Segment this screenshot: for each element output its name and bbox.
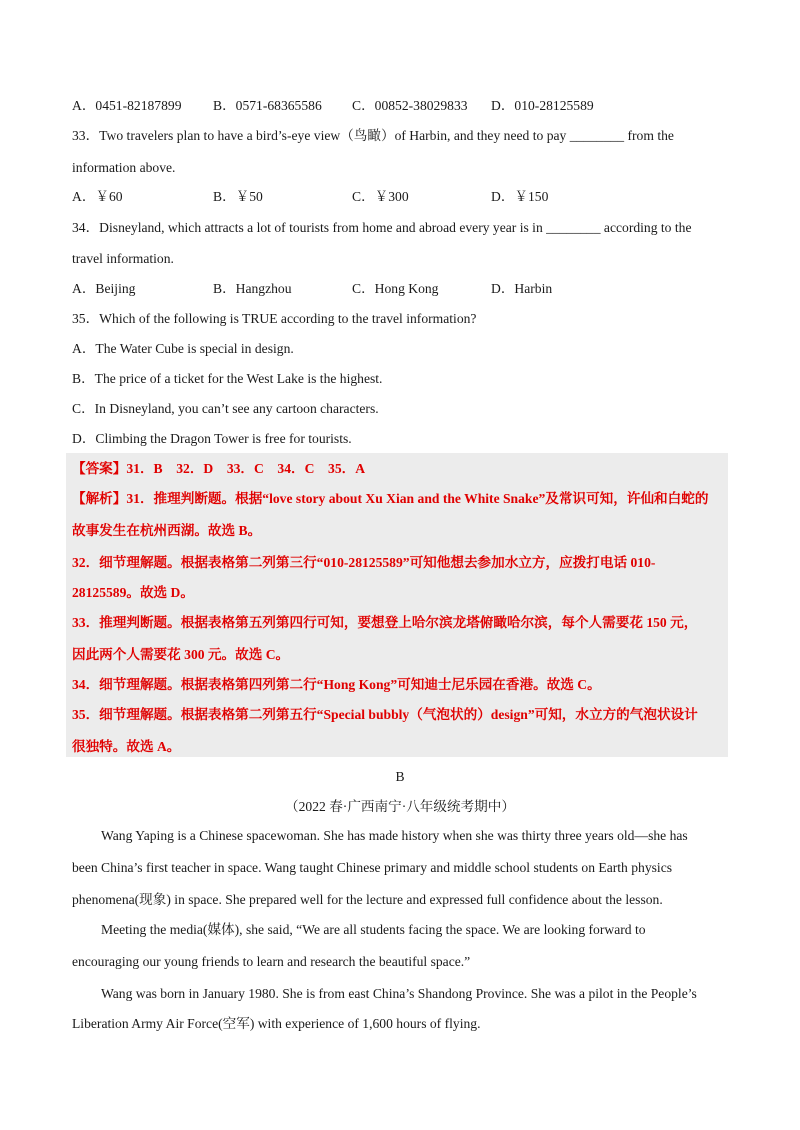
paragraph-line: been China’s first teacher in space. Wang taught Chinese primary and middle school students on Earth physics <box>72 860 673 875</box>
q32-option-c: C．00852-38029833 <box>352 98 468 113</box>
q32-option-d: D．010-28125589 <box>491 98 594 113</box>
q33-options <box>72 187 728 207</box>
paragraph-line: Wang was born in January 1980. She is from east China’s Shandong Province. She was a pilot in the People’s <box>101 986 697 1001</box>
paragraph-line: Meeting the media(媒体), she said, “We are all students facing the space. We are looking forward to <box>101 922 646 937</box>
q33-option-d: D．￥150 <box>491 189 549 204</box>
analysis-line: 35．细节理解题。根据表格第二列第五行“Special bubbly（气泡状的）design”可知，水立方的气泡状设计 <box>72 707 698 722</box>
q34-option-a: A．Beijing <box>72 281 136 296</box>
paragraph-line: Wang Yaping is a Chinese spacewoman. She has made history when she was thirty three years old—she has <box>101 828 688 843</box>
q32-options <box>72 96 728 116</box>
analysis-line: 28125589。故选 D。 <box>72 585 194 600</box>
q34-option-d: D．Harbin <box>491 281 553 296</box>
q32-option-a: A．0451-82187899 <box>72 98 182 113</box>
q34-text-line-1: 34．Disneyland, which attracts a lot of tourists from home and abroad every year is in ________ according to the <box>72 220 692 235</box>
paragraph-line: Liberation Army Air Force(空军) with experience of 1,600 hours of flying. <box>72 1016 481 1031</box>
analysis-line: 【解析】31．推理判断题。根据“love story about Xu Xian and the White Snake”及常识可知，许仙和白蛇的 <box>72 491 709 506</box>
q34-option-c: C．Hong Kong <box>352 281 439 296</box>
q34-option-b: B．Hangzhou <box>213 281 292 296</box>
paragraph-line: encouraging our young friends to learn and research the beautiful space.” <box>72 954 471 969</box>
q35-option-a: A．The Water Cube is special in design. <box>72 341 294 356</box>
q35-option-d: D．Climbing the Dragon Tower is free for tourists. <box>72 431 352 446</box>
q34-options <box>72 279 728 299</box>
q33-text-line-2: information above. <box>72 160 176 175</box>
section-source: （2022 春·广西南宁·八年级统考期中） <box>285 799 515 814</box>
analysis-line: 因此两个人需要花 300 元。故选 C。 <box>72 647 290 662</box>
q34-text-line-2: travel information. <box>72 251 174 266</box>
q33-option-b: B．￥50 <box>213 189 263 204</box>
q33-text-line-1: 33．Two travelers plan to have a bird’s-eye view（鸟瞰）of Harbin, and they need to pay ________ from the <box>72 128 674 143</box>
q35-option-c: C．In Disneyland, you can’t see any cartoon characters. <box>72 401 379 416</box>
q33-option-c: C．￥300 <box>352 189 409 204</box>
answer-key: 【答案】31．B 32．D 33．C 34．C 35．A <box>72 461 366 476</box>
q32-option-b: B．0571-68365586 <box>213 98 322 113</box>
analysis-line: 很独特。故选 A。 <box>72 739 181 754</box>
analysis-line: 34．细节理解题。根据表格第四列第二行“Hong Kong”可知迪士尼乐园在香港。故选 C。 <box>72 677 601 692</box>
analysis-line: 故事发生在杭州西湖。故选 B。 <box>72 523 262 538</box>
analysis-line: 32．细节理解题。根据表格第二列第三行“010-28125589”可知他想去参加水立方，应拨打电话 010- <box>72 555 656 570</box>
section-letter: B <box>395 769 405 784</box>
paragraph-line: phenomena(现象) in space. She prepared well for the lecture and expressed full confidence about the lesson. <box>72 892 663 907</box>
q35-option-b: B．The price of a ticket for the West Lake is the highest. <box>72 371 383 386</box>
q33-option-a: A．￥60 <box>72 189 123 204</box>
analysis-line: 33．推理判断题。根据表格第五列第四行可知，要想登上哈尔滨龙塔俯瞰哈尔滨，每个人需要花 150 元， <box>72 615 698 630</box>
q35-text: 35．Which of the following is TRUE according to the travel information? <box>72 311 477 326</box>
